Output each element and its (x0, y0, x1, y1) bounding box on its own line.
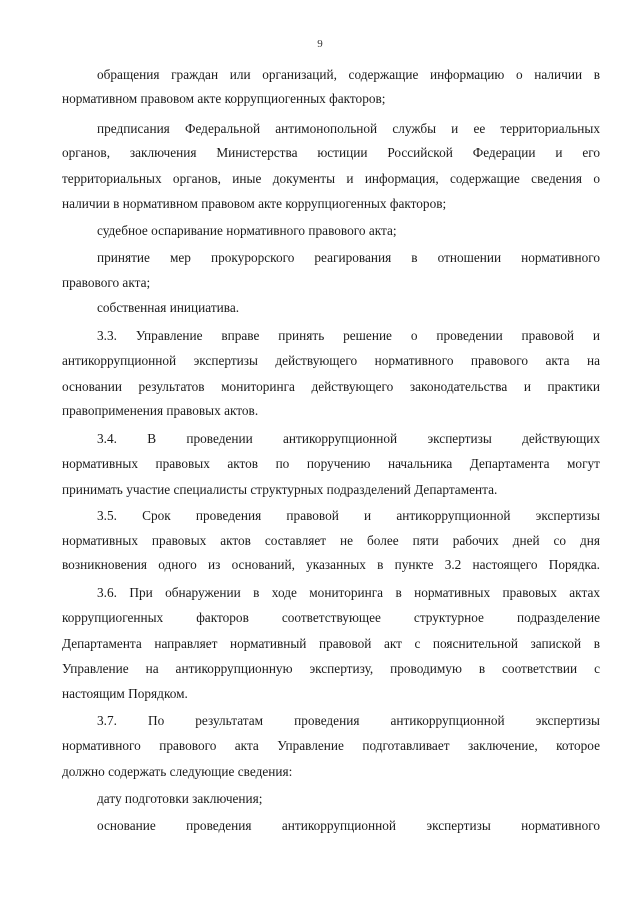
text-line: органов, заключения Министерства юстиции Российской Федерации и его (62, 145, 600, 160)
text-line: принимать участие специалисты структурных подразделений Департамента. (62, 482, 498, 497)
text-line: собственная инициатива. (97, 300, 240, 315)
text-line: настоящим Порядком. (62, 686, 188, 701)
text-line: обращения граждан или организаций, содержащие информацию о наличии в (97, 67, 600, 82)
text-line: основание проведения антикоррупционной экспертизы нормативного (97, 818, 600, 833)
text-line: предписания Федеральной антимонопольной службы и ее территориальных (97, 121, 600, 136)
text-line: Управление на антикоррупционную экспертизу, проводимую в соответствии с (62, 661, 600, 676)
text-line: 3.3. Управление вправе принять решение о проведении правовой и (97, 328, 600, 343)
text-line: судебное оспаривание нормативного правового акта; (97, 223, 397, 238)
text-line: возникновения одного из оснований, указанных в пункте 3.2 настоящего Порядка. (62, 557, 600, 572)
text-line: 3.7. По результатам проведения антикоррупционной экспертизы (97, 713, 600, 728)
page-number: 9 (317, 38, 323, 50)
text-line: принятие мер прокурорского реагирования в отношении нормативного (97, 250, 600, 265)
text-line: 3.5. Срок проведения правовой и антикоррупционной экспертизы (97, 508, 600, 523)
text-line: нормативном правовом акте коррупциогенных факторов; (62, 91, 386, 106)
text-line: 3.4. В проведении антикоррупционной экспертизы действующих (97, 431, 600, 446)
text-line: должно содержать следующие сведения: (62, 764, 293, 779)
text-line: дату подготовки заключения; (97, 791, 263, 806)
text-line: территориальных органов, иные документы и информация, содержащие сведения о (62, 171, 600, 186)
text-line: правоприменения правовых актов. (62, 403, 259, 418)
text-line: коррупциогенных факторов соответствующее структурное подразделение (62, 610, 600, 625)
text-line: основании результатов мониторинга действующего законодательства и практики (62, 379, 600, 394)
text-line: наличии в нормативном правовом акте коррупциогенных факторов; (62, 196, 447, 211)
text-line: правового акта; (62, 275, 151, 290)
text-line: нормативных правовых актов по поручению начальника Департамента могут (62, 456, 600, 471)
text-line: антикоррупционной экспертизы действующего нормативного правового акта на (62, 353, 600, 368)
text-line: 3.6. При обнаружении в ходе мониторинга в нормативных правовых актах (97, 585, 600, 600)
text-line: нормативных правовых актов составляет не более пяти рабочих дней со дня (62, 533, 600, 548)
text-line: нормативного правового акта Управление подготавливает заключение, которое (62, 738, 600, 753)
text-line: Департамента направляет нормативный правовой акт с пояснительной запиской в (62, 636, 600, 651)
